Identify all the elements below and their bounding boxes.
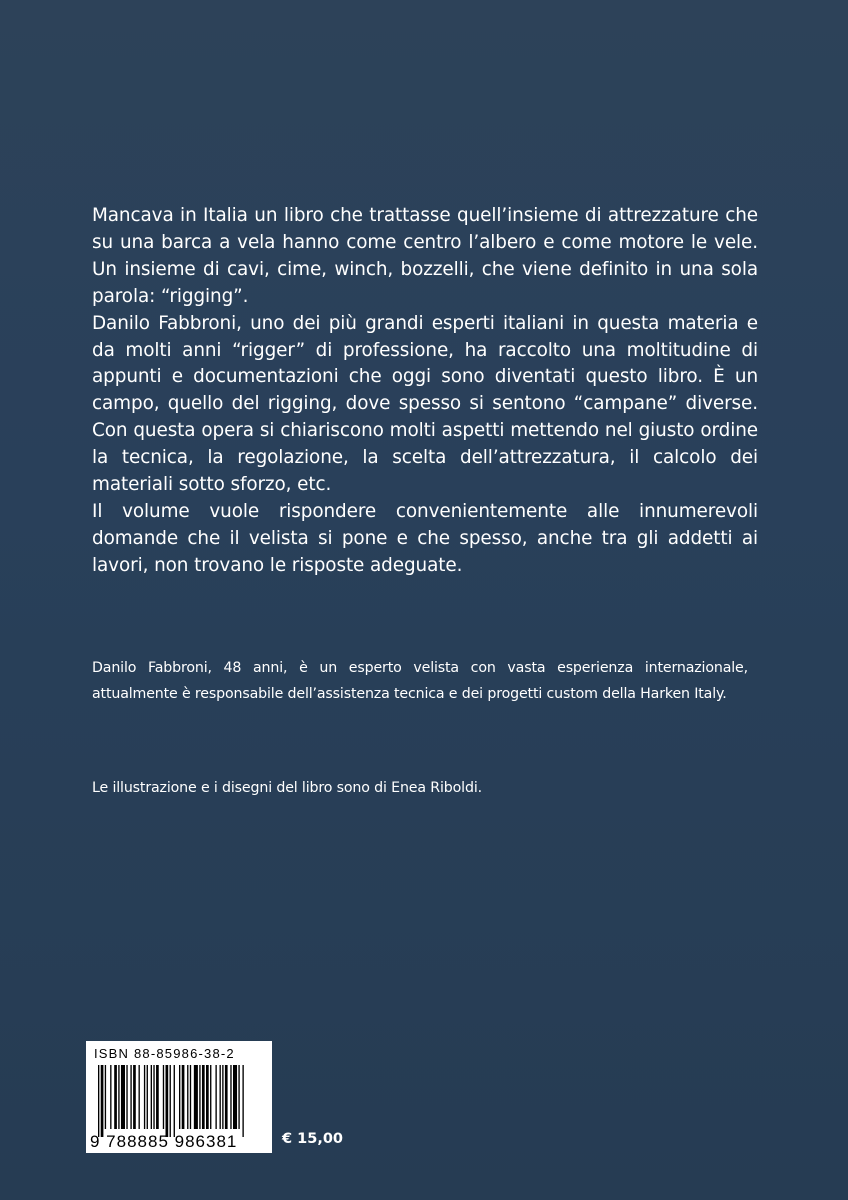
barcode-bar — [210, 1065, 211, 1129]
barcode-bar — [139, 1065, 140, 1129]
barcode-bar — [147, 1065, 148, 1129]
barcode-bar — [215, 1065, 216, 1129]
description-paragraph-3: Il volume vuole rispondere convenientemente alle innumerevoli domande che il velista si pone e che spesso, anche tra gli addetti ai lavori, non trovano le risposte adeguate. — [92, 500, 758, 576]
barcode-bar — [118, 1065, 119, 1129]
barcode-bar — [101, 1065, 104, 1137]
barcode-bars — [86, 1065, 272, 1137]
barcode-bar — [233, 1065, 237, 1129]
barcode-bar — [242, 1065, 243, 1137]
barcode-bar — [105, 1065, 106, 1129]
barcode-bar — [126, 1065, 127, 1129]
barcode-bar — [174, 1065, 175, 1137]
barcode-bar — [206, 1065, 209, 1129]
barcode-bar — [144, 1065, 145, 1129]
barcode-bar — [166, 1065, 169, 1137]
book-description — [92, 203, 758, 580]
description-paragraph-1: Mancava in Italia un libro che trattasse quell’insieme di attrezzature che su una barca a vela hanno come centro l’albero e come motore le vele. Un insieme di cavi, cime, winch, bozzelli, che viene definito in una sola parola: “rigging”. — [92, 205, 758, 307]
barcode-label — [86, 1041, 272, 1153]
author-bio — [92, 656, 748, 707]
barcode-bar — [179, 1065, 180, 1129]
barcode-bar — [130, 1065, 131, 1129]
barcode-bar — [133, 1065, 136, 1129]
barcode-bar — [194, 1065, 198, 1129]
barcode-bar — [190, 1065, 191, 1129]
barcode-bar — [220, 1065, 221, 1129]
barcode-bar — [98, 1065, 99, 1137]
barcode-bar — [182, 1065, 185, 1129]
barcode-bar — [121, 1065, 125, 1129]
barcode-bar — [114, 1065, 117, 1129]
isbn-number: ISBN 88-85986-38-2 — [94, 1046, 235, 1061]
price: € 15,00 — [282, 1131, 344, 1147]
illustration-credits-text: Le illustrazione e i disegni del libro sono di Enea Riboldi. — [92, 780, 482, 796]
illustration-credits — [92, 778, 748, 798]
ean-number: 9 788885 986381 — [90, 1132, 238, 1151]
barcode-bar — [187, 1065, 188, 1129]
description-paragraph-2: Danilo Fabbroni, uno dei più grandi esperti italiani in questa materia e da molti anni “rigger” di professione, ha raccolto una moltitudine di appunti e documentazioni che oggi sono diventati questo libro. È un campo, quello del rigging, dove spesso si sentono “campane” diverse. Con questa opera si chiariscono molti aspetti mettendo nel giusto ordine la tecnica, la regolazione, la scelta dell’attrezzatura, il calcolo dei materiali sotto sforzo, etc. — [92, 312, 758, 496]
barcode-bar — [199, 1065, 200, 1129]
barcode-bar — [153, 1065, 154, 1129]
barcode-bar — [202, 1065, 205, 1129]
barcode-bar — [238, 1065, 239, 1129]
barcode-bar — [230, 1065, 231, 1129]
barcode-bar — [151, 1065, 152, 1129]
author-bio-text: Danilo Fabbroni, 48 anni, è un esperto velista con vasta esperienza internazionale, attualmente è responsabile dell’assistenza tecnica e dei progetti custom della Harken Italy. — [92, 660, 748, 702]
barcode-bar — [222, 1065, 223, 1129]
barcode-bar — [163, 1065, 164, 1129]
barcode-bar — [170, 1065, 171, 1137]
barcode-bar — [156, 1065, 159, 1129]
barcode-bar — [110, 1065, 111, 1129]
barcode-bar — [225, 1065, 228, 1129]
